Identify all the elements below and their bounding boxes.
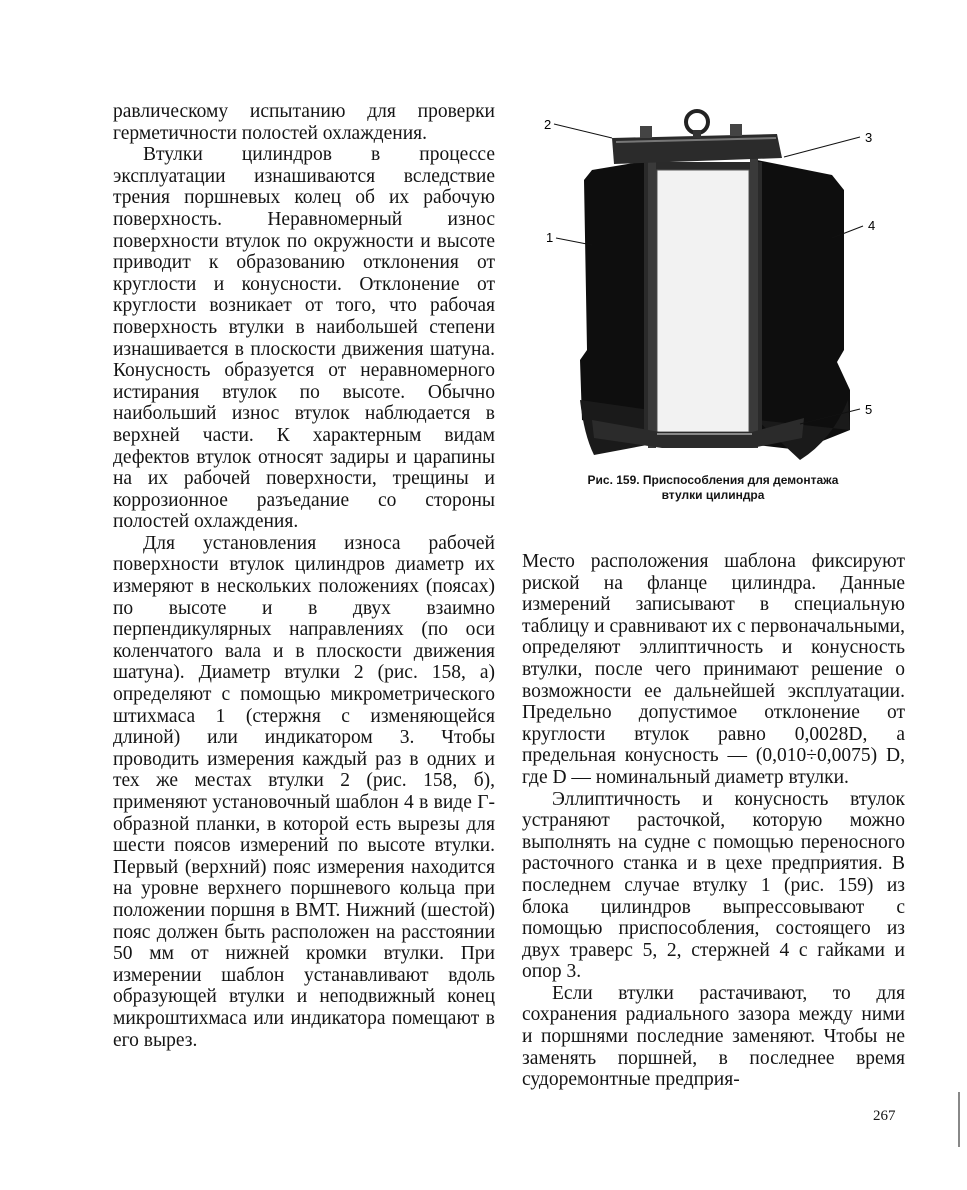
figure-caption [527, 473, 899, 503]
paragraph: Для установления износа рабочей поверхности втулок цилиндров диаметр их измеряют в нескольких положениях (поясах) по высоте и в двух взаимно перпендикулярных направлениях (по оси коленчатого вала и в плоскости движения шатуна). Диаметр втулки 2 (рис. 158, а) определяют с помощью микрометрического штихмаса 1 (стержня с изменяющейся длиной) или индикатором 3. Чтобы проводить измерения каждый раз в одних и тех же местах втулки 2 (рис. 158, б), применяют установочный шаблон 4 в виде Г-образной планки, в которой есть вырезы для шести поясов измерений по высоте втулки. Первый (верхний) пояс измерения находится на уровне верхнего поршневого кольца при положении поршня в ВМТ. Нижний (шестой) пояс должен быть расположен на расстоянии 50 мм от нижней кромки втулки. При измерении шаблон устанавливают вдоль образующей втулки и неподвижный конец микроштихмаса или индикатора помещают в его вырез. [113, 532, 495, 1051]
caption-line-1: Рис. 159. Приспособления для демонтажа [587, 473, 839, 487]
paragraph: Место расположения шаблона фиксируют риской на фланце цилиндра. Данные измерений записывают в специальную таблицу и сравнивают их с первоначальными, определяют эллиптичность и конусность втулки, после чего принимают решение о возможности ее дальнейшей эксплуатации. Предельно допустимое отклонение от круглости втулок равно 0,0028D, а предельная конусность — (0,010÷0,0075) D, где D — номинальный диаметр втулки. [522, 551, 905, 788]
rod-right [750, 158, 758, 448]
paragraph: Если втулки растачивают, то для сохранения радиального зазора между ними и поршнями последние заменяют. Чтобы не заменять поршней, в последнее время судоремонтные предприя- [522, 982, 905, 1091]
nut-right [730, 124, 742, 136]
paragraph: Эллиптичность и конусность втулок устраняют расточкой, которую можно выполнять на судне с помощью переносного расточного станка и в цехе предприятия. В последнем случае втулку 1 (рис. 159) из блока цилиндров выпрессовывают с помощью приспособления, состоящего из двух траверс 5, 2, стержней 4 с гайками и опор 3. [522, 788, 905, 983]
callout-label-4: 4 [868, 218, 876, 233]
paragraph: Втулки цилиндров в процессе эксплуатации изнашиваются вследствие трения поршневых колец об их рабочую поверхность. Неравномерный износ поверхности втулок по окружности и высоте приводит к образованию отклонения от круглости и конусности. Отклонение от круглости возникает от того, что рабочая поверхность втулки в наибольшей степени изнашивается в плоскости движения шатуна. Конусность образуется от неравномерного истирания втулок по высоте. Обычно наибольший износ втулок наблюдается в верхней части. К характерным видам дефектов втулок относят задиры и царапины на их рабочей поверхности, трещины и коррозионное разъедание со стороны полостей охлаждения. [113, 144, 495, 533]
liner-bore [657, 170, 749, 432]
callout-label-5: 5 [865, 402, 873, 417]
caption-line-2: втулки цилиндра [661, 488, 765, 502]
callout-label-2: 2 [544, 117, 552, 132]
nut-left [640, 126, 652, 138]
cylinder-block-right [757, 160, 850, 450]
scan-edge-mark [958, 1092, 960, 1147]
eyebolt [686, 111, 708, 133]
figure-159-photo [532, 100, 898, 520]
paragraph: равлическому испытанию для проверки герметичности полостей охлаждения. [113, 101, 495, 144]
page-number: 267 [873, 1108, 896, 1124]
callout-label-3: 3 [865, 130, 873, 145]
right-text-column [522, 551, 905, 1091]
rod-left [648, 158, 656, 448]
left-text-column [113, 101, 495, 1051]
callout-label-1: 1 [546, 230, 554, 245]
